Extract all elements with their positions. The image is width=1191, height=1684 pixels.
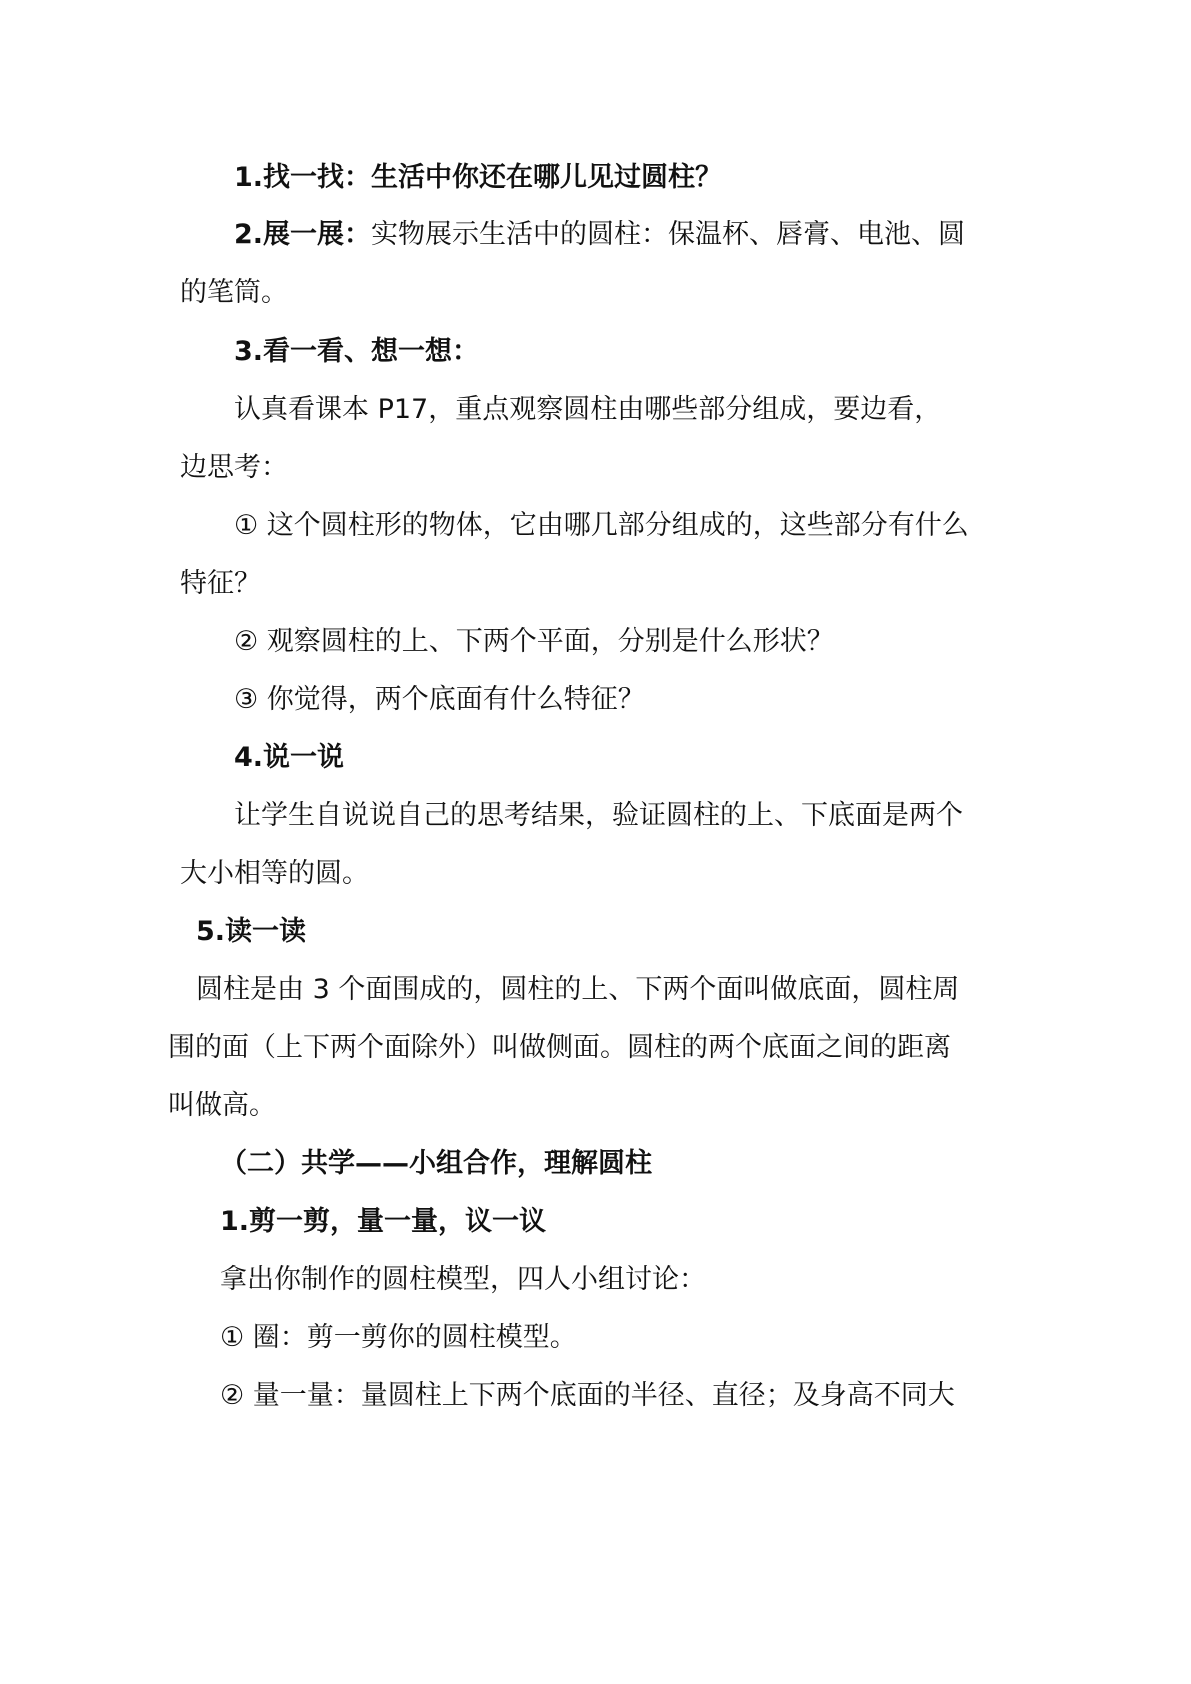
section-5-text-2: 围的面（上下两个面除外）叫做侧面。圆柱的两个底面之间的距离 <box>168 1032 951 1063</box>
section-2-label: 2.展一展： <box>234 219 372 250</box>
question-1-line-1: ① 这个圆柱形的物体，它由哪几部分组成的，这些部分有什么 <box>234 510 969 541</box>
section-4-heading: 4.说一说 <box>234 742 345 773</box>
part-2-question-2: ② 量一量：量圆柱上下两个底面的半径、直径；及身高不同大 <box>220 1380 955 1411</box>
part-2-question-1: ① 圈：剪一剪你的圆柱模型。 <box>220 1322 577 1353</box>
section-4-text-2: 大小相等的圆。 <box>180 858 369 889</box>
part-2-heading: （二）共学——小组合作，理解圆柱 <box>220 1148 652 1179</box>
part-2-section-1-text: 拿出你制作的圆柱模型，四人小组讨论： <box>220 1264 706 1295</box>
question-1-line-2: 特征？ <box>180 568 261 599</box>
section-5-text-1: 圆柱是由 3 个面围成的，圆柱的上、下两个面叫做底面，圆柱周 <box>196 974 960 1005</box>
section-3-heading: 3.看一看、想一想： <box>234 336 480 367</box>
section-2-text: 实物展示生活中的圆柱：保温杯、唇膏、电池、圆 <box>371 219 966 250</box>
section-2-continuation: 的笔筒。 <box>180 277 288 308</box>
section-3-text-2: 边思考： <box>180 452 288 483</box>
section-4-text-1: 让学生自说说自己的思考结果，验证圆柱的上、下底面是两个 <box>234 800 963 831</box>
section-1-heading: 1.找一找：生活中你还在哪儿见过圆柱？ <box>234 162 723 193</box>
question-2: ② 观察圆柱的上、下两个平面，分别是什么形状？ <box>234 626 834 657</box>
question-3: ③ 你觉得，两个底面有什么特征？ <box>234 684 645 715</box>
section-5-heading: 5.读一读 <box>196 916 307 947</box>
section-5-text-3: 叫做高。 <box>168 1090 276 1121</box>
section-3-text-1: 认真看课本 P17，重点观察圆柱由哪些部分组成，要边看， <box>234 394 942 425</box>
part-2-section-1-heading: 1.剪一剪，量一量，议一议 <box>220 1206 547 1237</box>
section-2-line <box>234 217 965 253</box>
